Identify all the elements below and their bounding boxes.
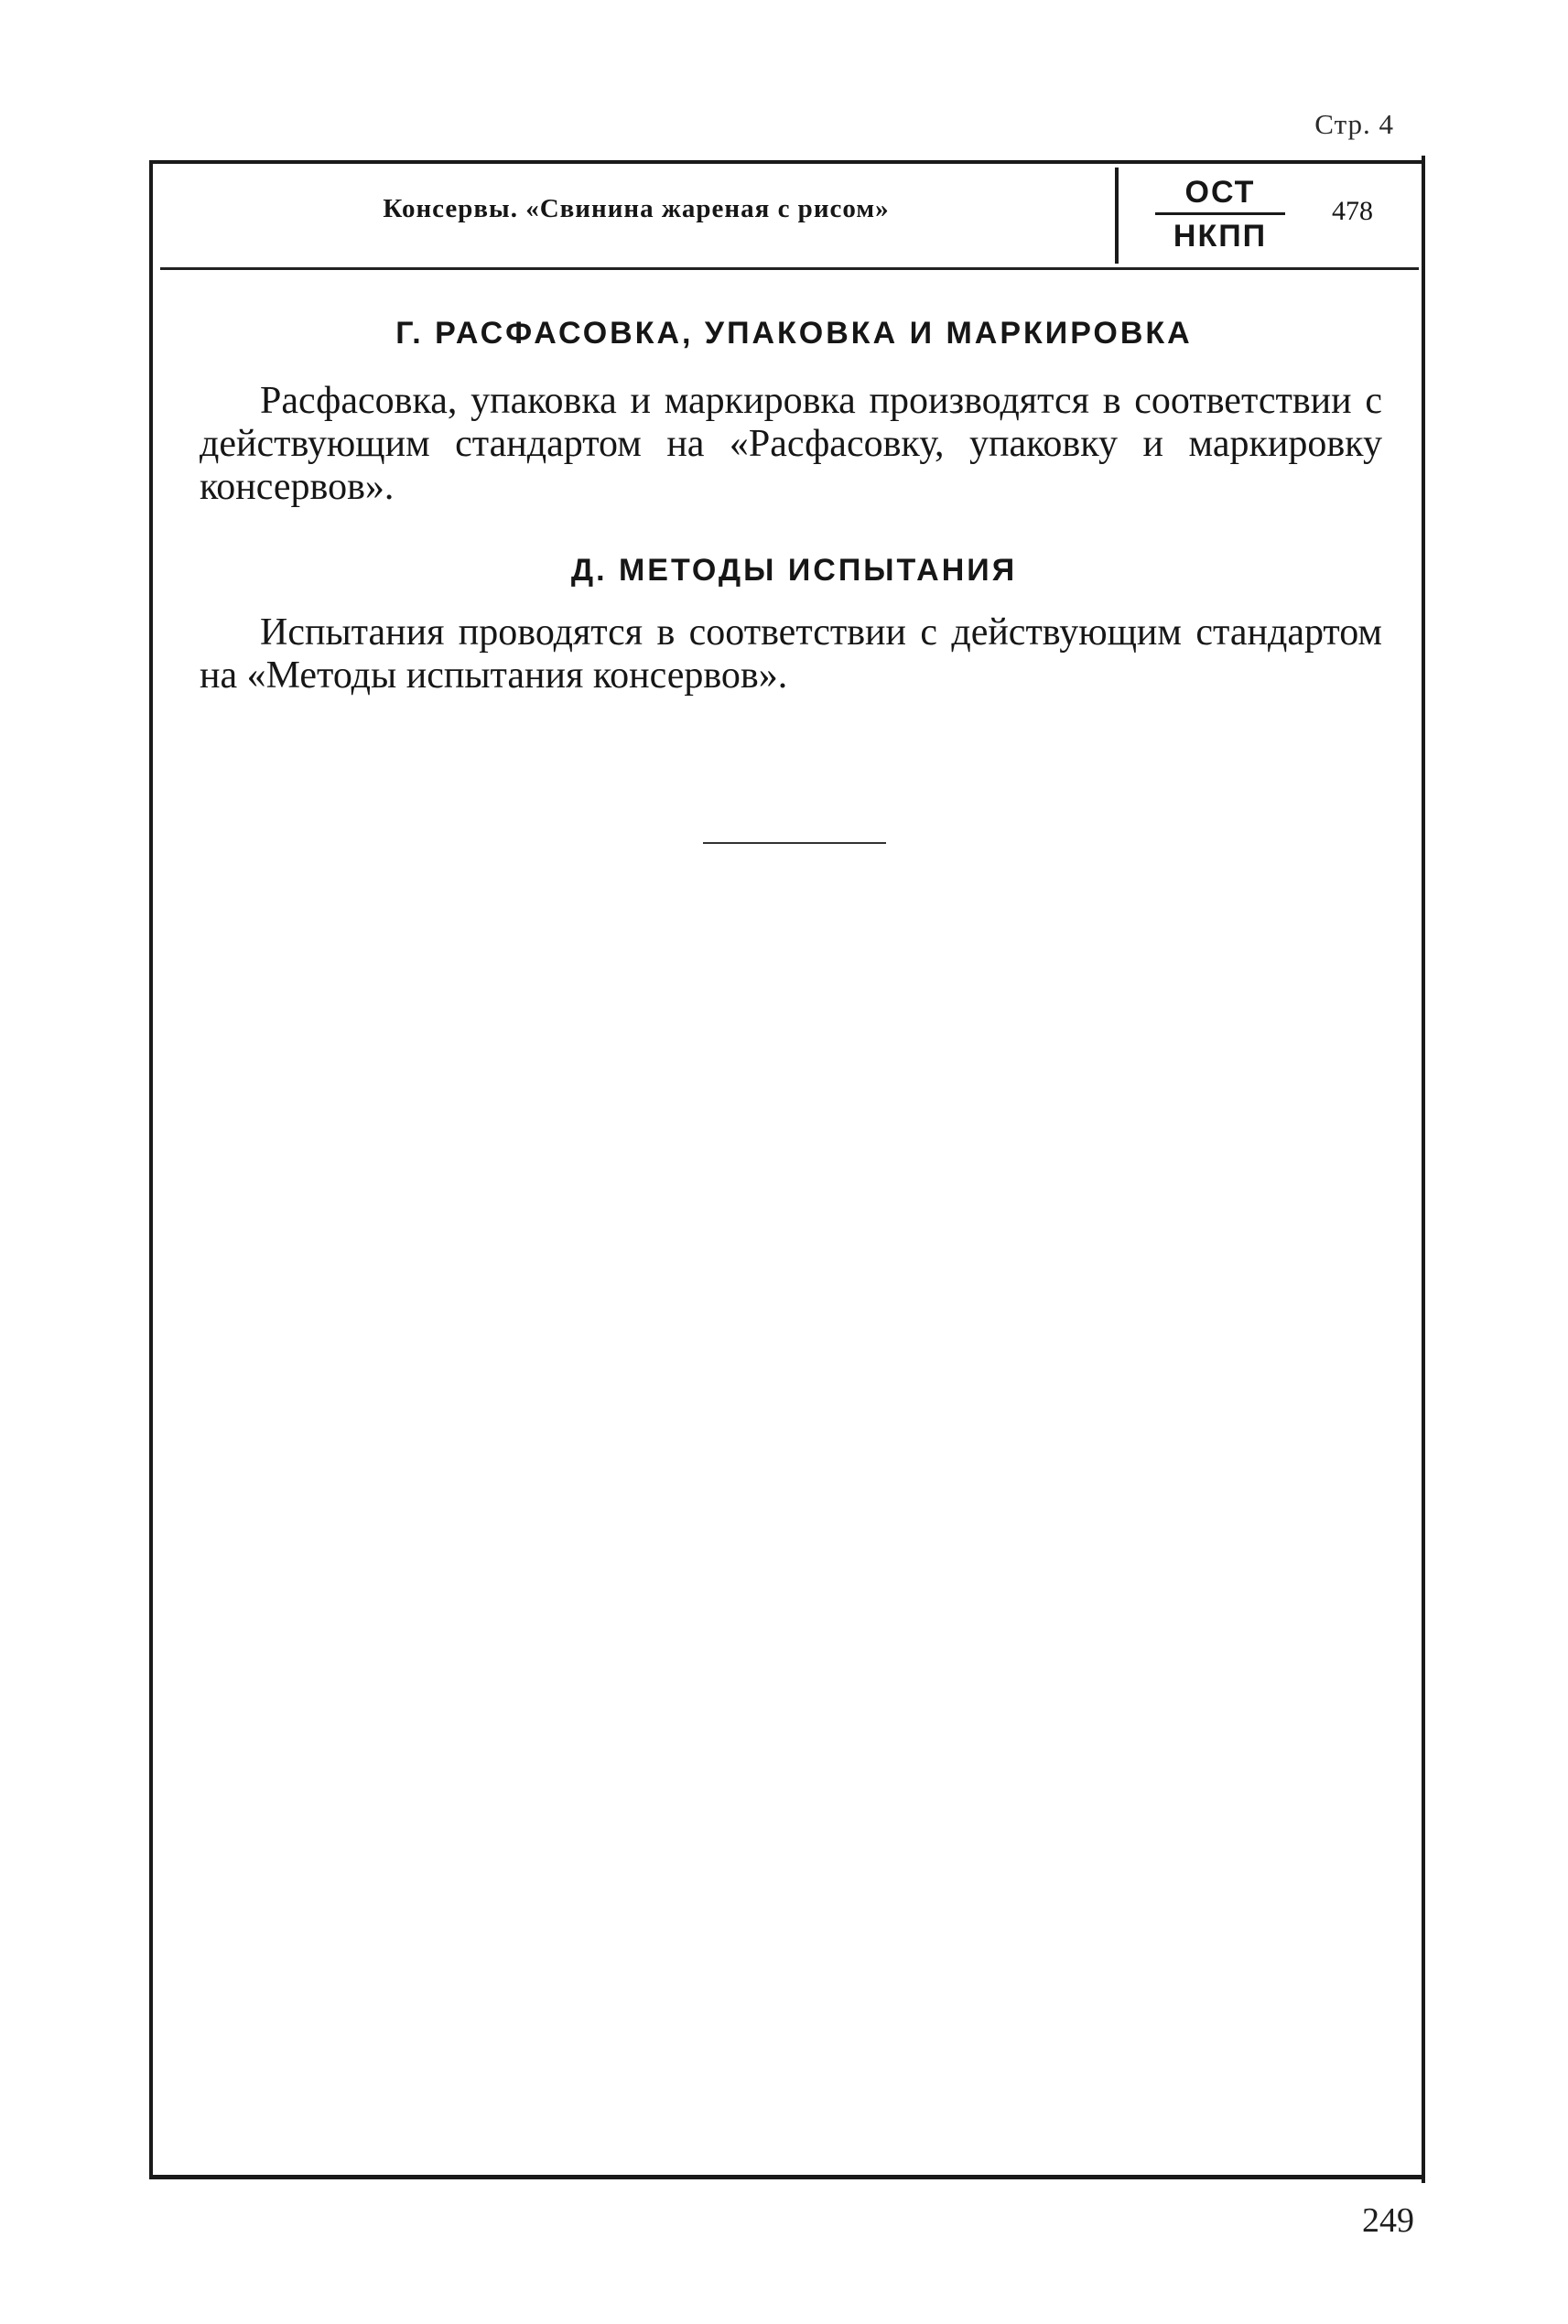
section-text-packaging: Расфасовка, упаковка и маркировка производятся в соответствии с действующим стандартом на «Расфасовку, упаковку и маркировку консервов».	[200, 380, 1382, 508]
frame-right-border	[1422, 156, 1425, 2183]
frame-top-border	[149, 160, 1422, 164]
frame-bottom-border	[149, 2175, 1423, 2179]
standard-designation	[1152, 174, 1289, 254]
section-heading-packaging: Г. РАСФАСОВКА, УПАКОВКА И МАРКИРОВКА	[395, 316, 1193, 351]
header-rule	[160, 267, 1419, 270]
header-divider	[1115, 168, 1119, 264]
page-label: Стр. 4	[1314, 108, 1394, 140]
fraction-line	[1155, 212, 1285, 215]
frame-left-border	[149, 163, 153, 2177]
page-number: 249	[1362, 2201, 1414, 2240]
header-title: Консервы. «Свинина жареная с рисом»	[383, 194, 890, 223]
end-of-text-rule	[703, 842, 886, 844]
section-heading-test-methods: Д. МЕТОДЫ ИСПЫТАНИЯ	[570, 553, 1018, 588]
standard-number: 478	[1332, 196, 1373, 226]
section-text-test-methods: Испытания проводятся в соответствии с действующим стандартом на «Методы испытания консервов».	[200, 611, 1382, 697]
standard-denominator: НКПП	[1173, 219, 1268, 254]
standard-numerator: ОСТ	[1184, 175, 1256, 210]
